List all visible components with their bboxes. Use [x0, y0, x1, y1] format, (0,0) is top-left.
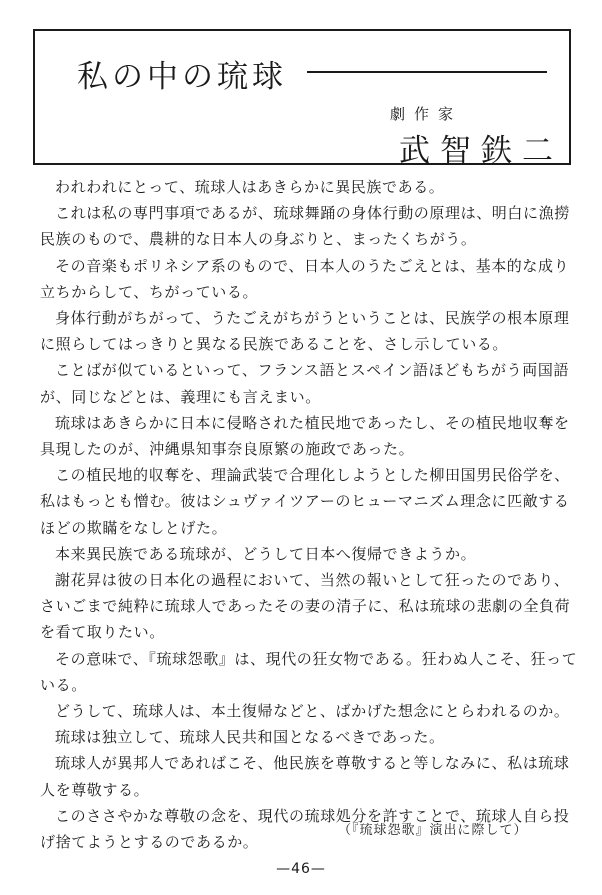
paragraph: その意味で、『琉球怨歌』は、現代の狂女物である。狂わぬ人こそ、狂っている。	[40, 649, 578, 694]
paragraph: その音楽もポリネシア系のもので、日本人のうたごえとは、基本的な成り立ちからして、ちがっている。	[40, 256, 570, 301]
paragraph: われわれにとって、琉球人はあきらかに異民族である。	[55, 178, 445, 196]
paragraph: 琉球人が異邦人であればこそ、他民族を尊敬すると等しなみに、私は琉球人を尊敬する。	[40, 754, 570, 799]
title-box	[33, 29, 571, 169]
paragraph: ことばが似ているといって、フランス語とスペイン語ほどもちがう両国語が、同じなどとは、義理にも言えまい。	[40, 361, 570, 406]
author-name: 武智鉄二	[399, 133, 563, 169]
paragraph: 謝花昇は彼の日本化の過程において、当然の報いとして狂ったのであり、さいごまで純粋に琉球人であったその妻の清子に、私は琉球の悲劇の全負荷を看て取りたい。	[40, 571, 571, 642]
paragraph: このささやかな尊敬の念を、現代の琉球処分を許すことで、琉球人自ら投げ捨てようとするのであるか。	[40, 806, 570, 852]
article-body	[40, 174, 580, 855]
page-number: —46—	[276, 861, 326, 877]
paragraph: 琉球は独立して、琉球人民共和国となるべきであった。	[55, 728, 445, 747]
closing-note: （『琉球怨歌』演出に際して）	[338, 823, 528, 838]
paragraph: どうして、琉球人は、本土復帰などと、ばかげた想念にとらわれるのか。	[55, 702, 570, 721]
paragraph: 身体行動がちがって、うたごえがちがうということは、民族学の根本原理に照らしてはっきりと異なる民族であることを、さし示している。	[40, 309, 570, 354]
paragraph: 本来異民族である琉球が、どうして日本へ復帰できようか。	[55, 544, 477, 563]
article-title: 私の中の琉球	[77, 59, 287, 95]
paragraph: この植民地的収奪を、理論武装で合理化しようとした柳田国男民俗学を、私はもっとも憎む。彼はシュヴァイツアーのヒューマニズム理念に匹敵するほどの欺瞞をなしとげた。	[40, 466, 570, 537]
paragraph: これは私の専門事項であるが、琉球舞踊の身体行動の原理は、明白に漁撈民族のもので、農耕的な日本人の身ぶりと、まったくちがう。	[40, 204, 570, 249]
title-rule	[307, 71, 547, 73]
paragraph: 琉球はあきらかに日本に侵略された植民地であったし、その植民地収奪を具現したのが、沖縄県知事奈良原繁の施政であった。	[40, 413, 570, 459]
author-role: 劇作家	[390, 105, 463, 123]
